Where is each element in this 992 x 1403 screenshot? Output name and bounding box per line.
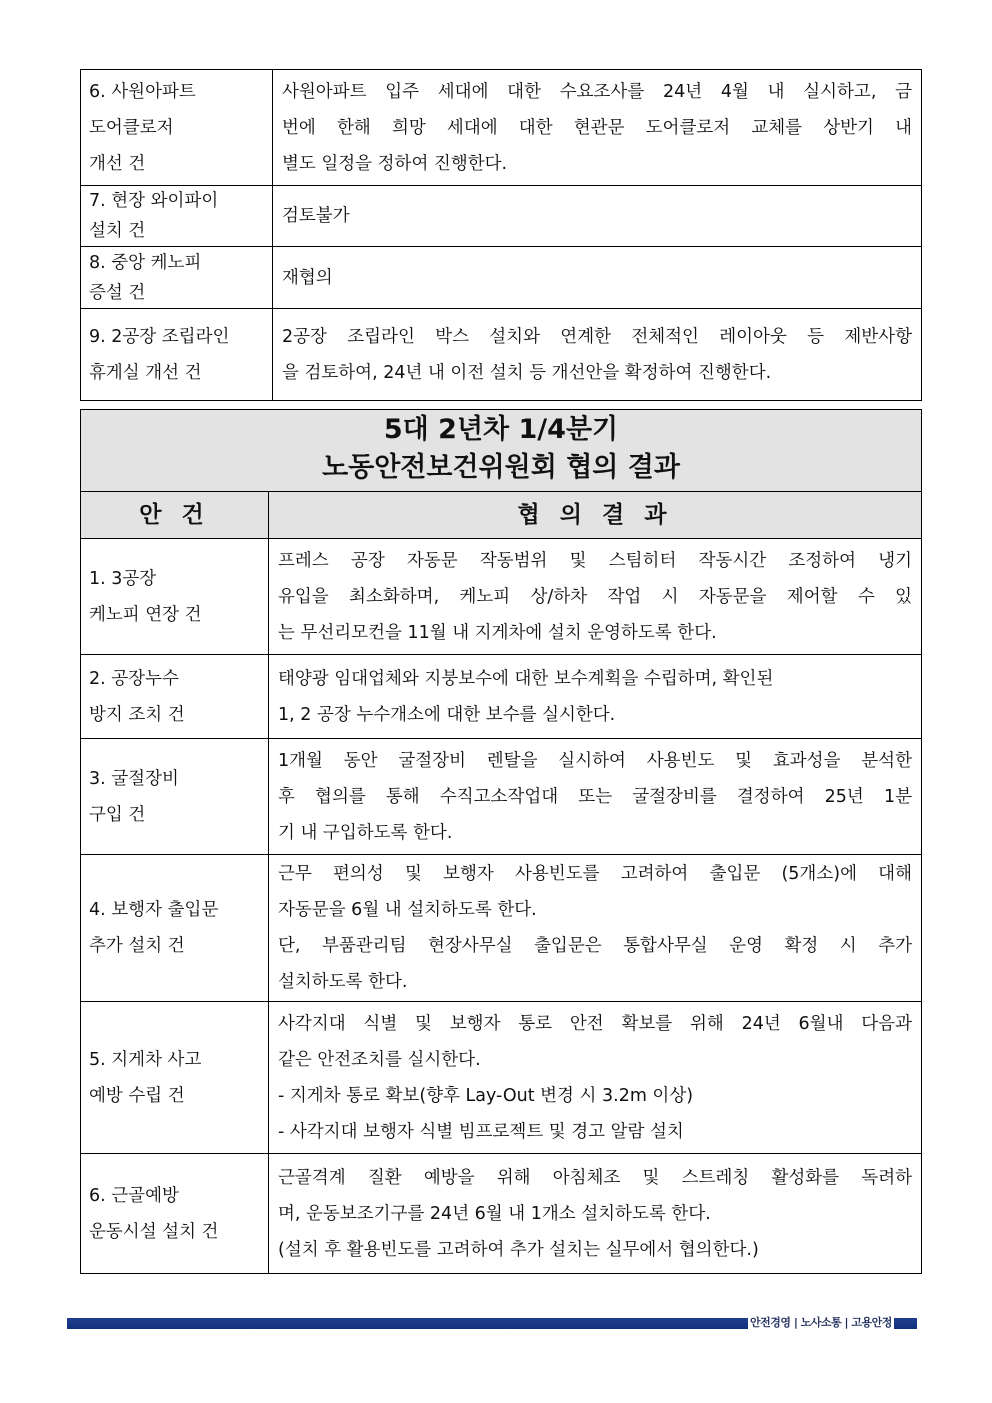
agenda-result [273,70,922,186]
table-row [81,186,922,247]
agenda-label [81,655,269,739]
label-line: 3. 굴절장비 [89,768,179,789]
result-line: 태양광 임대업체와 지붕보수에 대한 보수계획을 수립하며, 확인된 [278,668,774,689]
agenda-table-continued [80,69,922,401]
result-line: 재협의 [282,267,333,288]
column-header-result: 협 의 결 과 [269,492,922,539]
agenda-result [269,655,922,739]
agenda-label [81,247,273,309]
column-header-agenda: 안 건 [81,492,269,539]
table-row [81,247,922,309]
agenda-label [81,309,273,401]
table-row [81,539,922,655]
result-line: 며, 운동보조기구를 24년 6월 내 1개소 설치하도록 한다. [278,1203,711,1224]
result-line: 기 내 구입하도록 한다. [278,822,453,843]
result-line: 1개월 동안 굴절장비 렌탈을 실시하여 사용빈도 및 효과성을 분석한 [278,750,912,771]
table-row [81,309,922,401]
table-row [81,1002,922,1154]
agenda-label [81,739,269,855]
label-line: 운동시설 설치 건 [89,1221,219,1242]
footer-slogan: 안전경영 | 노사소통 | 고용안정 [750,1316,892,1329]
label-line: 2. 공장누수 [89,668,179,689]
agenda-result [269,1002,922,1154]
section-title-row [81,410,922,492]
table-row [81,739,922,855]
result-line: 유입을 최소화하며, 케노피 상/하차 작업 시 자동문을 제어할 수 있 [278,586,912,607]
label-line: 개선 건 [89,153,146,174]
result-line: 는 무선리모컨을 11월 내 지게차에 설치 운영하도록 한다. [278,622,717,643]
label-line: 휴게실 개선 건 [89,362,202,383]
label-line: 케노피 연장 건 [89,604,202,625]
label-line: 증설 건 [89,282,146,303]
result-line: 사원아파트 입주 세대에 대한 수요조사를 24년 4월 내 실시하고, 금 [282,81,912,102]
section-title [81,410,922,492]
label-line: 1. 3공장 [89,568,157,589]
label-line: 6. 근골예방 [89,1185,179,1206]
label-line: 예방 수립 건 [89,1085,185,1106]
label-line: 구입 건 [89,804,146,825]
agenda-label [81,855,269,1002]
agenda-label [81,186,273,247]
result-line: 검토불가 [282,206,350,226]
label-line: 방지 조치 건 [89,704,185,725]
result-line: 별도 일정을 정하여 진행한다. [282,153,508,174]
result-line: 을 검토하여, 24년 내 이전 설치 등 개선안을 확정하여 진행한다. [282,362,772,383]
label-line: 설치 건 [89,221,146,241]
label-line: 9. 2공장 조립라인 [89,326,230,347]
label-line: 6. 사원아파트 [89,81,196,102]
result-line: 설치하도록 한다. [278,972,408,992]
table-row [81,855,922,1002]
result-line: 1, 2 공장 누수개소에 대한 보수를 실시한다. [278,704,616,725]
agenda-result [269,539,922,655]
result-line: (설치 후 활용빈도를 고려하여 추가 설치는 실무에서 협의한다.) [278,1239,759,1260]
result-line: 번에 한해 희망 세대에 대한 현관문 도어클로저 교체를 상반기 내 [282,117,912,138]
agenda-label [81,1154,269,1274]
result-line: 사각지대 식별 및 보행자 통로 안전 확보를 위해 24년 6월내 다음과 [278,1013,912,1034]
agenda-label [81,1002,269,1154]
result-line: 근무 편의성 및 보행자 사용빈도를 고려하여 출입문 (5개소)에 대해 [278,864,912,884]
agenda-result [273,309,922,401]
result-line: 같은 안전조치를 실시한다. [278,1049,481,1070]
section-title-line1: 5대 2년차 1/4분기 [383,414,619,445]
result-line: 단, 부품관리팀 현장사무실 출입문은 통합사무실 운영 확정 시 추가 [278,936,912,956]
agenda-result [273,186,922,247]
result-line: 프레스 공장 자동문 작동범위 및 스팀히터 작동시간 조정하여 냉기 [278,550,912,571]
agenda-result [269,739,922,855]
label-line: 8. 중앙 케노피 [89,252,202,273]
result-line: 후 협의를 통해 수직고소작업대 또는 굴절장비를 결정하여 25년 1분 [278,786,912,807]
agenda-result [273,247,922,309]
result-line: 근골격계 질환 예방을 위해 아침체조 및 스트레칭 활성화를 독려하 [278,1167,912,1188]
result-line: - 사각지대 보행자 식별 빔프로젝트 및 경고 알람 설치 [278,1121,684,1142]
committee-results-table [80,409,922,1274]
agenda-label [81,70,273,186]
agenda-result [269,1154,922,1274]
label-line: 도어클로저 [89,117,174,138]
agenda-result [269,855,922,1002]
agenda-label [81,539,269,655]
result-line: 자동문을 6월 내 설치하도록 한다. [278,900,537,920]
column-header-row [81,492,922,539]
table-row [81,1154,922,1274]
label-line: 4. 보행자 출입문 [89,900,219,920]
table-row [81,655,922,739]
label-line: 7. 현장 와이파이 [89,191,219,211]
result-line: 2공장 조립라인 박스 설치와 연계한 전체적인 레이아웃 등 제반사항 [282,326,912,347]
result-line: - 지게차 통로 확보(향후 Lay-Out 변경 시 3.2m 이상) [278,1085,694,1106]
section-title-line2: 노동안전보건위원회 협의 결과 [322,452,680,483]
label-line: 추가 설치 건 [89,936,185,956]
label-line: 5. 지게차 사고 [89,1049,202,1070]
table-row [81,70,922,186]
